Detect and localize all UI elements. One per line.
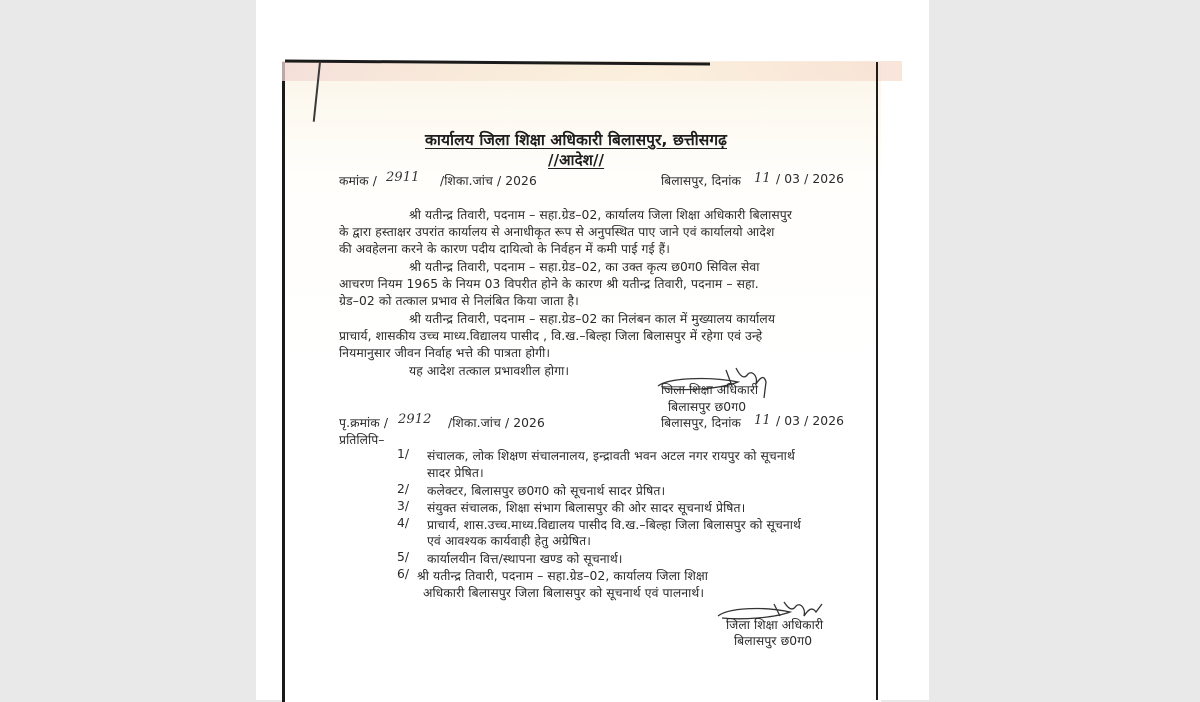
copy-item-5-number: 5/ [397, 550, 410, 564]
order-number-handwritten: 2911 [386, 170, 420, 185]
paragraph-3-line-3: नियमानुसार जीवन निर्वाह भत्ते की पात्रता होगी। [339, 346, 551, 360]
copy-item-3-number: 3/ [397, 499, 410, 513]
copy-item-6-line-1: श्री यतीन्द्र तिवारी, पदनाम – सहा.ग्रेड–02, कार्यालय जिला शिक्षा [417, 569, 709, 583]
endorsement-month-year: / 03 / 2026 [776, 414, 845, 428]
copy-item-1-line-2: सादर प्रेषित। [427, 466, 484, 480]
endorsement-day-handwritten: 11 [754, 413, 771, 428]
copy-item-2-number: 2/ [397, 482, 410, 496]
order-number-label: कमांक / [339, 174, 377, 188]
copy-item-6-line-2: अधिकारी बिलासपुर जिला बिलासपुर को सूचनार्थ एवं पालनार्थ। [423, 586, 705, 600]
endorsement-number-label: पृ.क्रमांक / [339, 416, 389, 430]
paragraph-1-line-3: की अवहेलना करने के कारण पदीय दायित्वो के निर्वहन में कमी पाई गई हैं। [339, 242, 671, 256]
copy-item-3-line-1: संयुक्त संचालक, शिक्षा संभाग बिलासपुर की ओर सादर सूचनार्थ प्रेषित। [427, 501, 746, 515]
signature-2-location: बिलासपुर छ0ग0 [734, 634, 813, 648]
paper-right-border [876, 62, 878, 700]
copy-item-1-line-1: संचालक, लोक शिक्षण संचालनालय, इन्द्रावती भवन अटल नगर रायपुर को सूचनार्थ [427, 449, 795, 463]
copy-item-5-line-1: कार्यालयीन वित्त/स्थापना खण्ड को सूचनार्थ। [427, 552, 623, 566]
paragraph-3-line-1: श्री यतीन्द्र तिवारी, पदनाम – सहा.ग्रेड–02 का निलंबन काल में मुख्यालय कार्यालय [409, 312, 776, 326]
paragraph-2-line-1: श्री यतीन्द्र तिवारी, पदनाम – सहा.ग्रेड–02, का उक्त कृत्य छ0ग0 सिविल सेवा [409, 260, 760, 274]
order-place-date-label: बिलासपुर, दिनांक [661, 174, 742, 188]
paragraph-3-line-2: प्राचार्य, शासकीय उच्च माध्य.विद्यालय पासीद , वि.ख.–बिल्हा जिला बिलासपुर में रहेगा एवं उन्हे [339, 329, 763, 343]
paragraph-4-line-1: यह आदेश तत्काल प्रभावशील होगा। [409, 364, 570, 378]
endorsement-place-date-label: बिलासपुर, दिनांक [661, 416, 742, 430]
copy-item-6-number: 6/ [397, 567, 410, 581]
copy-to-label: प्रतिलिपि– [339, 433, 385, 447]
order-number-suffix: /शिका.जांच / 2026 [440, 174, 537, 188]
signature-2-designation: जिला शिक्षा अधिकारी [726, 618, 824, 632]
signature-1-location: बिलासपुर छ0ग0 [668, 400, 747, 414]
endorsement-number-handwritten: 2912 [398, 412, 432, 427]
copy-item-2-line-1: कलेक्टर, बिलासपुर छ0ग0 को सूचनार्थ सादर प्रेषित। [427, 484, 666, 498]
paragraph-2-line-2: आचरण नियम 1965 के नियम 03 विपरीत होने के कारण श्री यतीन्द्र तिवारी, पदनाम – सहा. [339, 277, 759, 291]
copy-item-4-number: 4/ [397, 516, 410, 530]
paragraph-2-line-3: ग्रेड–02 को तत्काल प्रभाव से निलंबित किया जाता है। [339, 294, 579, 308]
paragraph-1-line-1: श्री यतीन्द्र तिवारी, पदनाम – सहा.ग्रेड–02, कार्यालय जिला शिक्षा अधिकारी बिलासपुर [409, 208, 792, 222]
office-title: कार्यालय जिला शिक्षा अधिकारी बिलासपुर, छत्तीसगढ़ [425, 131, 728, 149]
order-month-year: / 03 / 2026 [776, 172, 845, 186]
paragraph-1-line-2: के द्वारा हस्ताक्षर उपरांत कार्यालय से अनाधीकृत रूप से अनुपस्थित पाए जाने एवं कार्यालयो आदेश [339, 225, 775, 239]
copy-item-1-number: 1/ [397, 447, 410, 461]
order-day-handwritten: 11 [754, 171, 771, 186]
endorsement-number-suffix: /शिका.जांच / 2026 [448, 416, 545, 430]
order-title: //आदेश// [548, 151, 605, 169]
copy-item-4-line-1: प्राचार्य, शास.उच्च.माध्य.विद्यालय पासीद वि.ख.–बिल्हा जिला बिलासपुर को सूचनार्थ [427, 518, 801, 532]
copy-item-4-line-2: एवं आवश्यक कार्यवाही हेतु अग्रेषित। [427, 534, 592, 548]
signature-1-designation: जिला शिक्षा अधिकारी [661, 383, 759, 397]
